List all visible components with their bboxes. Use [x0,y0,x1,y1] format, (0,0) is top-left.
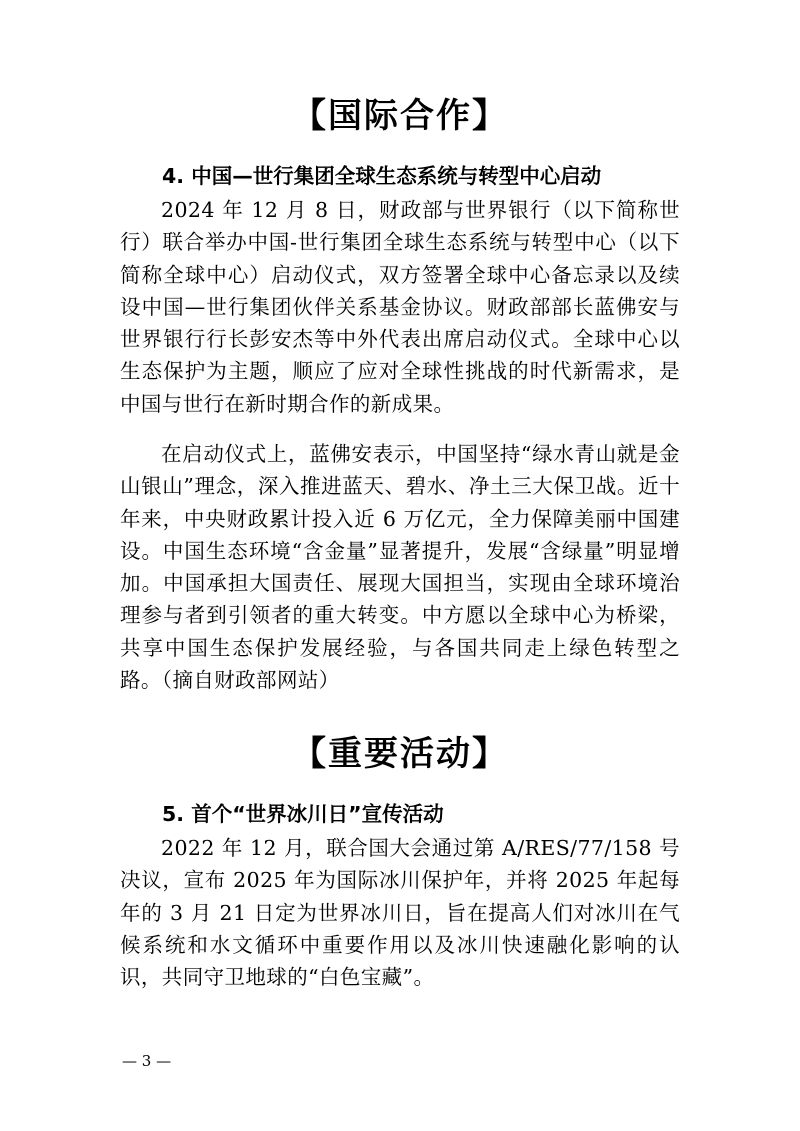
section-title-international-cooperation: 【国际合作】 [292,96,508,136]
item-heading-world-glacier-day: 5. 首个“世界冰川日”宣传活动 [162,802,444,826]
paragraph-lan-fo-an-remarks: 在启动仪式上，蓝佛安表示，中国坚持“绿水青山就是金山银山”理念，深入推进蓝天、碧水、净土三大保卫战。近十年来，中央财政累计投入近 6 万亿元，全力保障美丽中国建设。中国生态环境“含金量”显著提升，发展“含绿量”明显增加。中国承担大国责任、展现大国担当，实现由全球环境治理参与者到引领者的重大转变。中方愿以全球中心为桥梁，共享中国生态保护发展经验，与各国共同走上绿色转型之路。（摘自财政部网站） [120,442,680,693]
item-heading-global-center-launch: 4. 中国—世行集团全球生态系统与转型中心启动 [162,164,602,188]
paragraph-un-resolution: 2022 年 12 月，联合国大会通过第 A/RES/77/158 号决议，宣布 2025 年为国际冰川保护年，并将 2025 年起每年的 3 月 21 日定为世界冰川日，旨在提高人们对冰川在气候系统和水文循环中重要作用以及冰川快速融化影响的认识，共同守卫地球的“白色宝藏”。 [120,836,680,990]
section-title-important-events: 【重要活动】 [292,734,508,774]
page-number: — 3 — [122,1052,172,1070]
paragraph-launch-ceremony: 2024 年 12 月 8 日，财政部与世界银行（以下简称世行）联合举办中国-世行集团全球生态系统与转型中心（以下简称全球中心）启动仪式，双方签署全球中心备忘录以及续设中国—世行集团伙伴关系基金协议。财政部部长蓝佛安与世界银行行长彭安杰等中外代表出席启动仪式。全球中心以生态保护为主题，顺应了应对全球性挑战的时代新需求，是中国与世行在新时期合作的新成果。 [120,198,680,416]
